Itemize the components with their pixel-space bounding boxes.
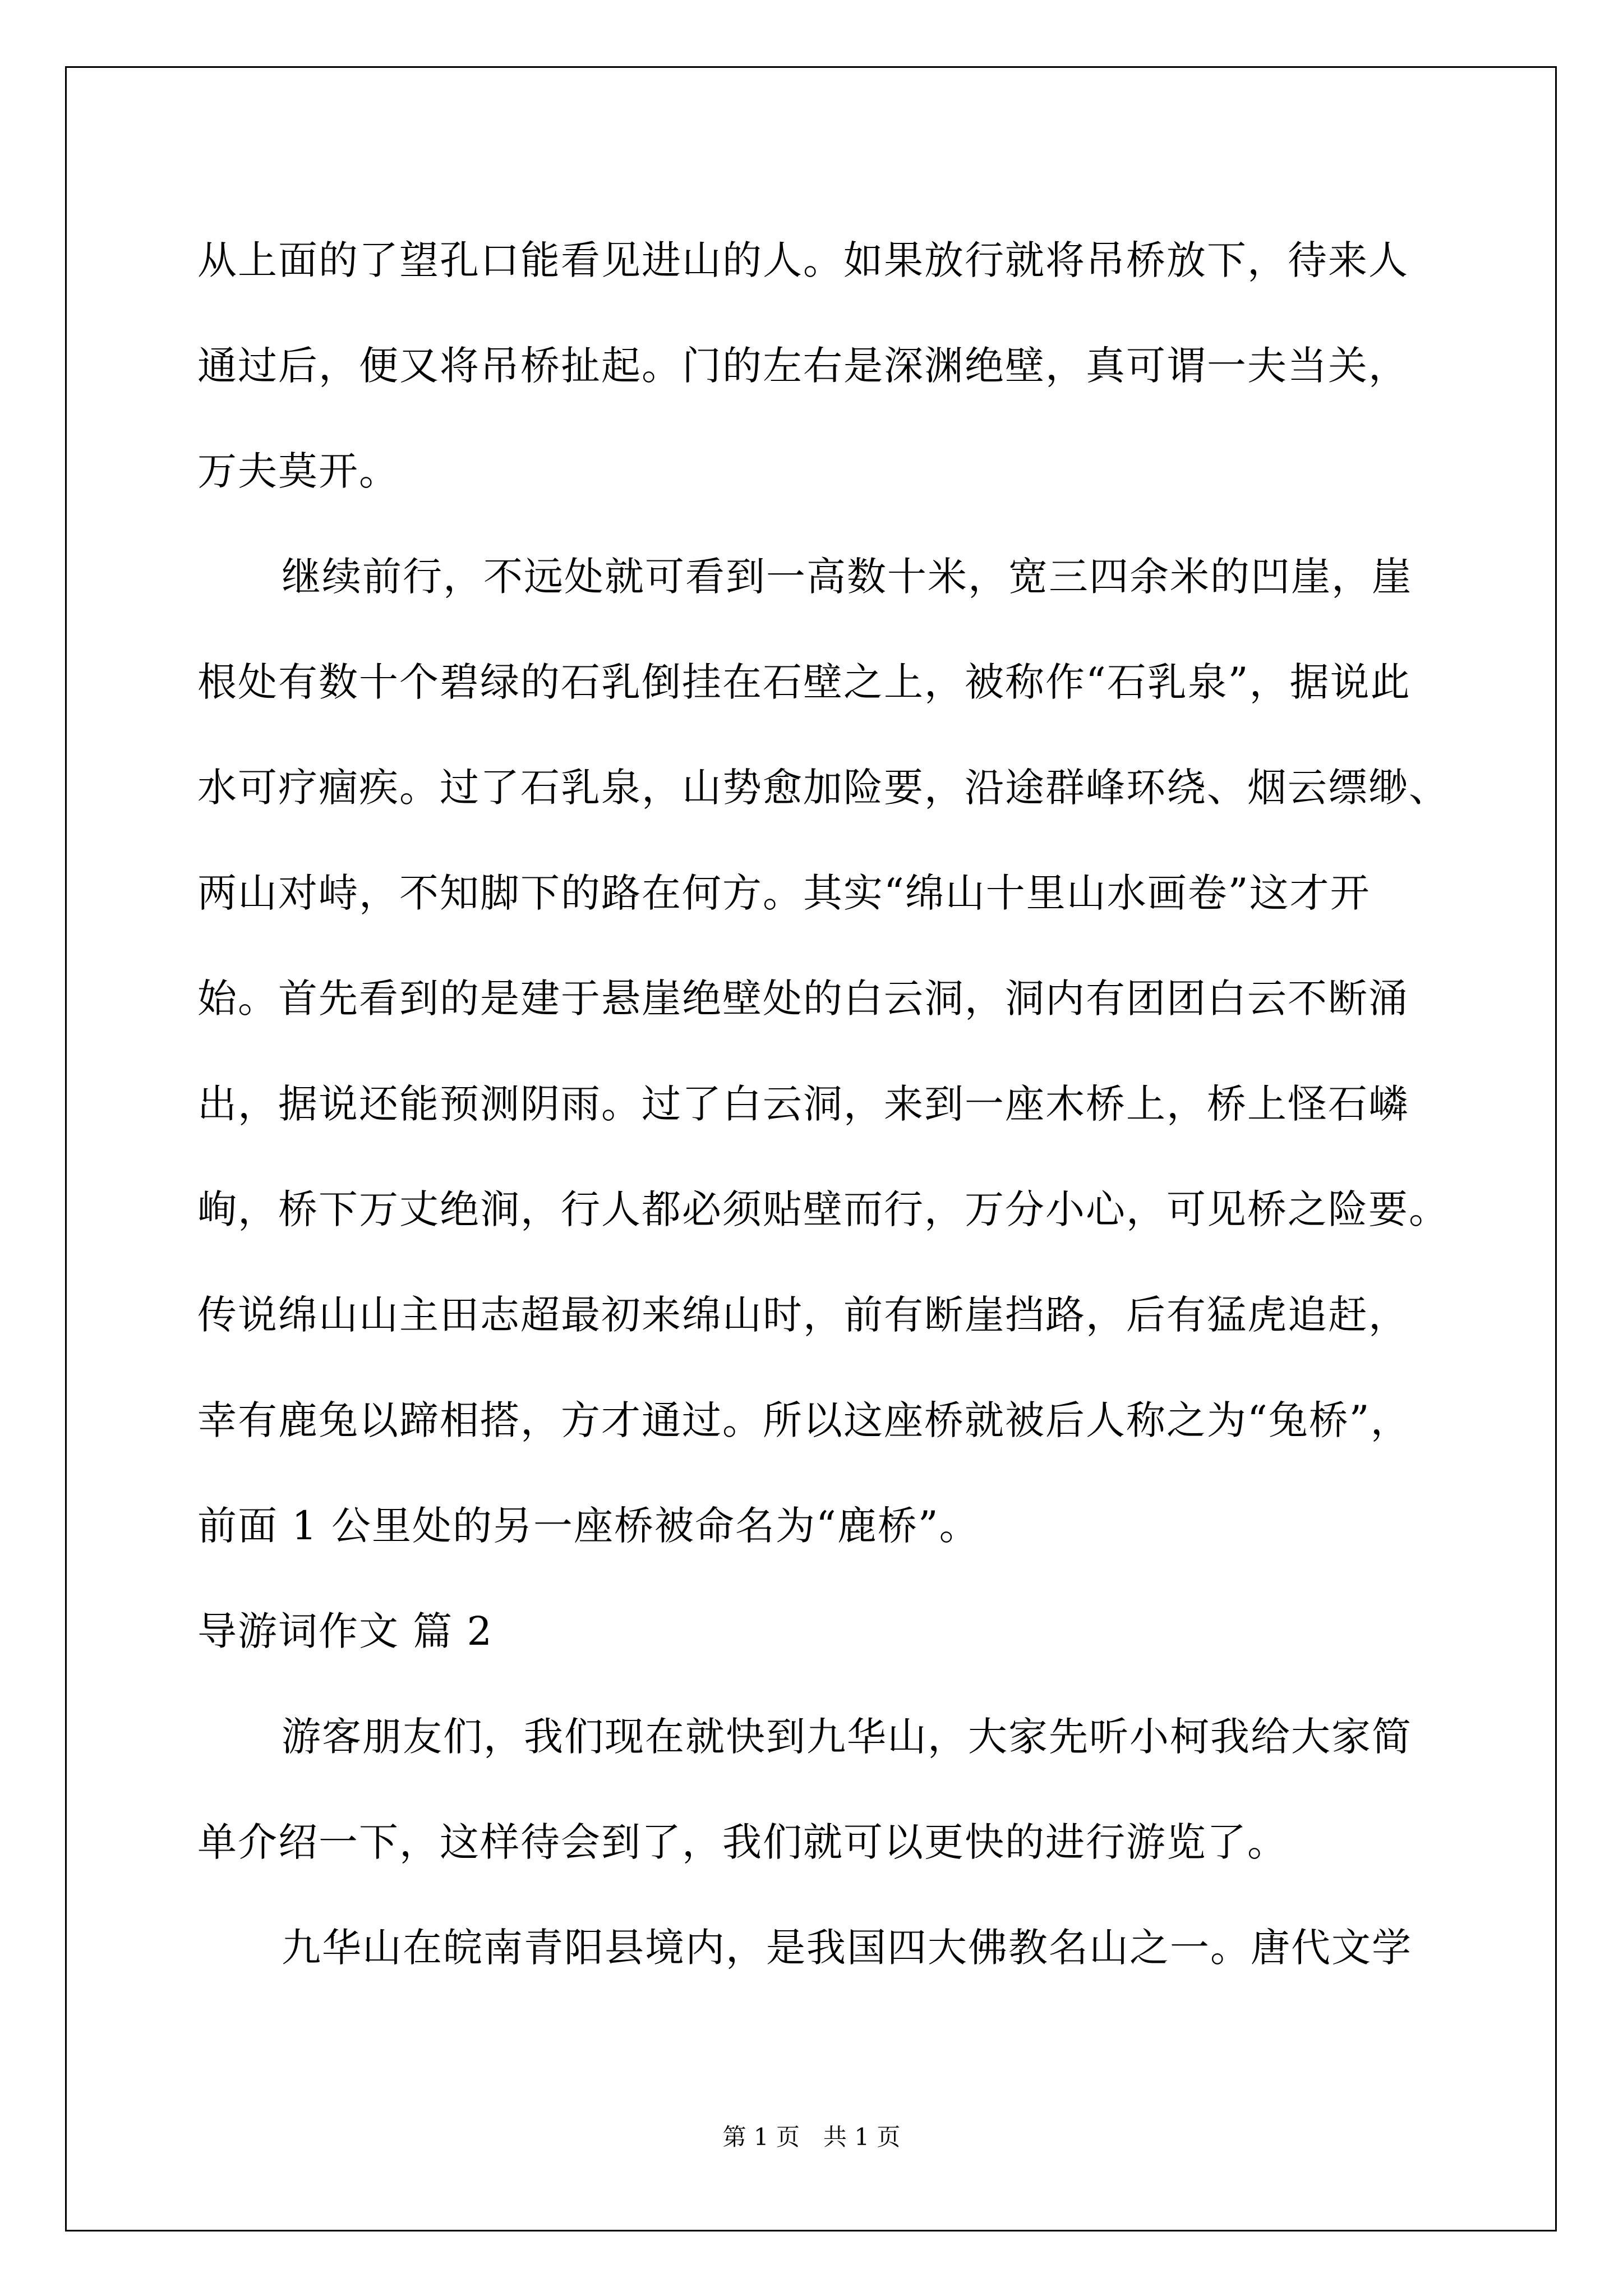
text-line: 始。首先看到的是建于悬崖绝壁处的白云洞，洞内有团团白云不断涌 [197, 976, 1409, 1022]
text-line: 游客朋友们，我们现在就快到九华山，大家先听小柯我给大家简 [282, 1714, 1412, 1760]
text-line: 前面 1 公里处的另一座桥被命名为“鹿桥”。 [197, 1503, 980, 1549]
text-line: 继续前行，不远处就可看到一高数十米，宽三四余米的凹崖，崖 [282, 554, 1412, 600]
text-line: 传说绵山山主田志超最初来绵山时，前有断崖挡路，后有猛虎追赶， [197, 1292, 1409, 1338]
section-heading: 导游词作文 篇 2 [197, 1608, 494, 1654]
text-line: 两山对峙，不知脚下的路在何方。其实“绵山十里山水画卷”这才开 [197, 870, 1371, 916]
text-line: 水可疗痼疾。过了石乳泉，山势愈加险要，沿途群峰环绕、烟云缥缈、 [197, 765, 1449, 811]
page-footer: 第 1 页 共 1 页 [722, 2123, 901, 2151]
text-line: 通过后，便又将吊桥扯起。门的左右是深渊绝壁，真可谓一夫当关， [197, 343, 1409, 389]
text-line: 单介绍一下，这样待会到了，我们就可以更快的进行游览了。 [197, 1819, 1288, 1865]
text-line: 幸有鹿兔以蹄相搭，方才通过。所以这座桥就被后人称之为“兔桥”， [197, 1397, 1411, 1443]
text-line: 九华山在皖南青阳县境内，是我国四大佛教名山之一。唐代文学 [282, 1925, 1412, 1971]
text-line: 根处有数十个碧绿的石乳倒挂在石壁之上，被称作“石乳泉”，据说此 [197, 659, 1411, 705]
text-line: 万夫莫开。 [197, 448, 399, 494]
document-body [197, 208, 1449, 2000]
text-line: 出，据说还能预测阴雨。过了白云洞，来到一座木桥上，桥上怪石嶙 [197, 1081, 1409, 1127]
text-line: 从上面的了望孔口能看见进山的人。如果放行就将吊桥放下，待来人 [197, 237, 1409, 283]
text-line: 峋，桥下万丈绝涧，行人都必须贴壁而行，万分小心，可见桥之险要。 [197, 1186, 1449, 1232]
